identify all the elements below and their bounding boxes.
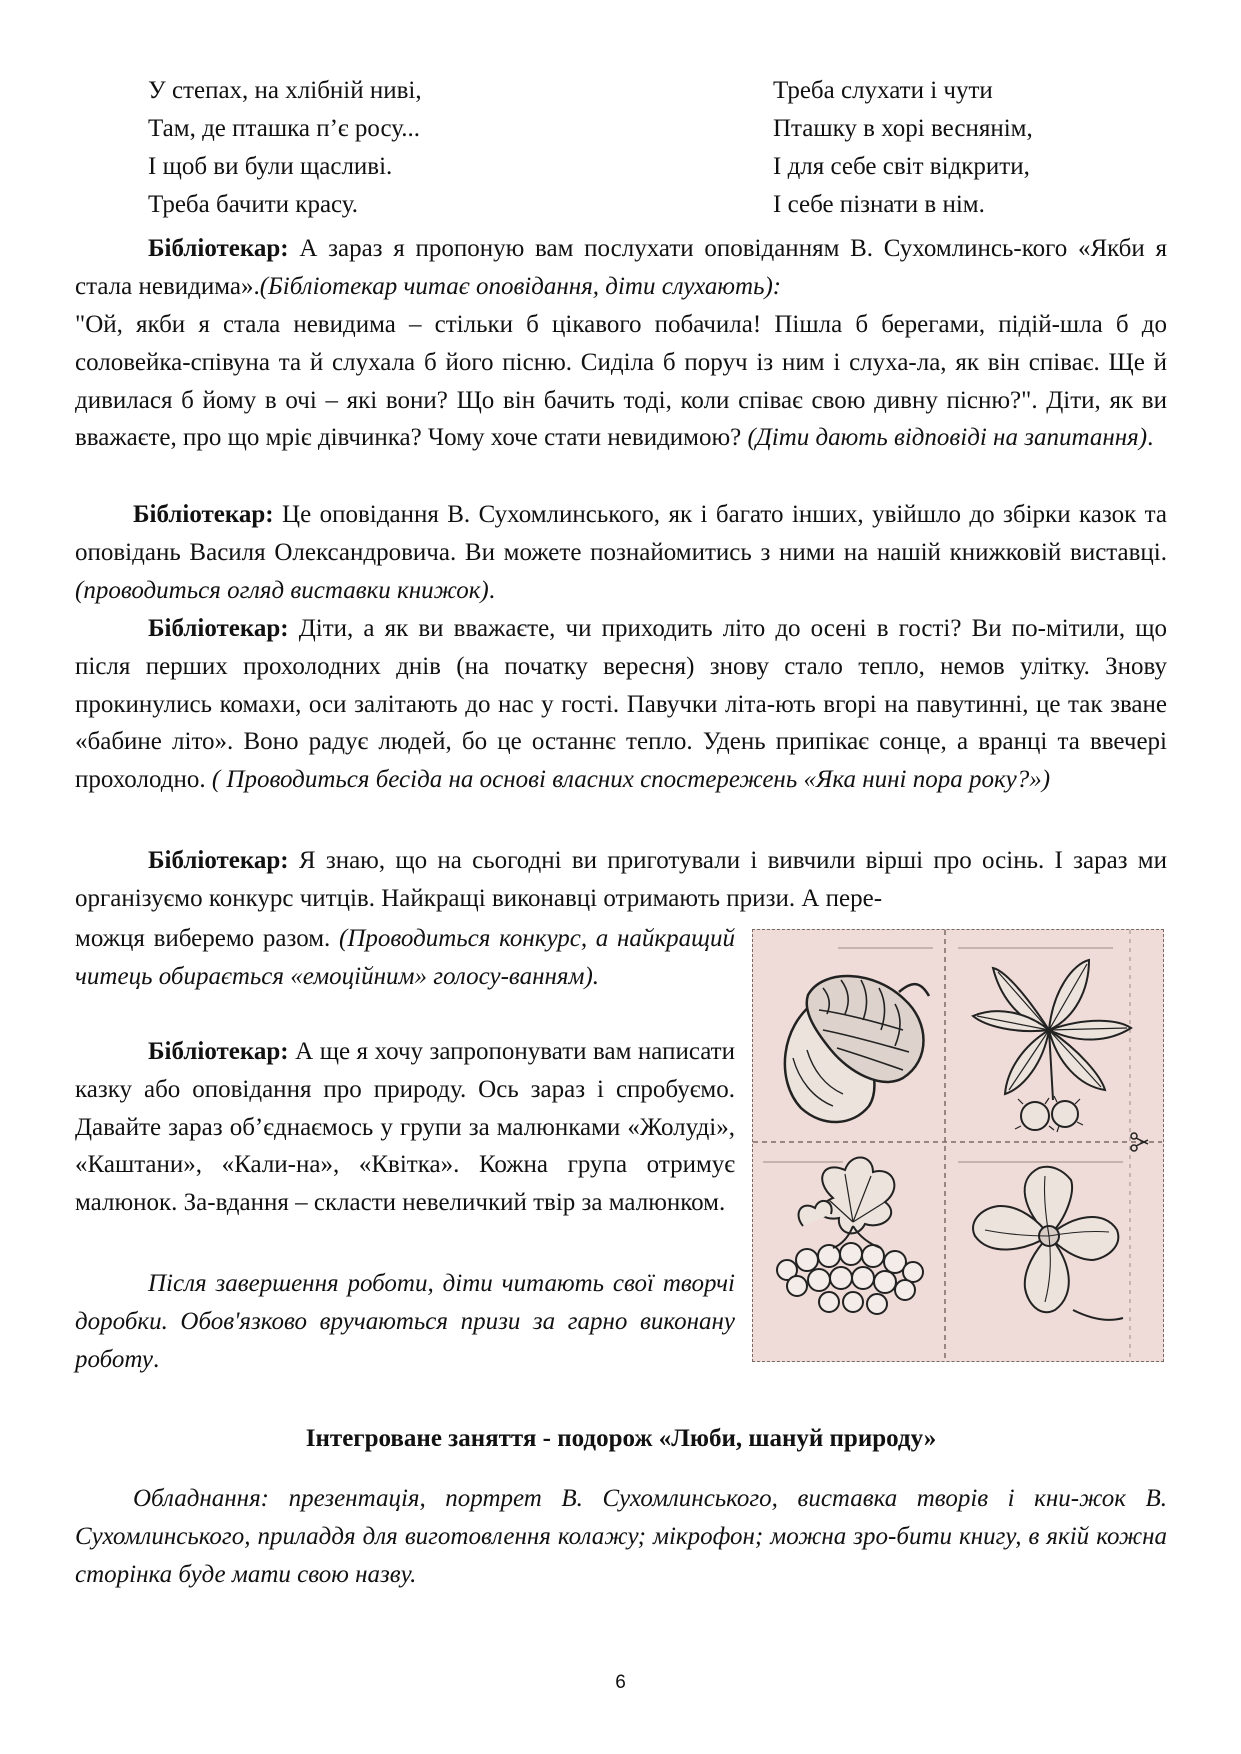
poem-line: І себе пізнати в нім. <box>773 191 985 218</box>
stage-direction: (Бібліотекар читає оповідання, діти слухають): <box>259 272 782 300</box>
paragraph-story-quote <box>75 306 1167 457</box>
paragraph-librarian-collection <box>75 496 1167 609</box>
nature-pictures-figure <box>752 929 1164 1362</box>
paragraph-text: А зараз я пропоную вам послухати оповіданням В. Сухомлинсь-кого «Якби я стала невидима». <box>75 235 1167 300</box>
paragraph-librarian-summer <box>75 610 1167 799</box>
paragraph-text: Це оповідання В. Сухомлинського, як і багато інших, увійшло до збірки казок та оповідань Василя Олександровича. Ви можете познайомитись з ними на нашій книжковій виставці. <box>75 501 1167 566</box>
speaker-label: Бібліотекар: <box>148 235 289 262</box>
page-number: 6 <box>615 1672 626 1693</box>
speaker-label: Бібліотекар: <box>148 847 289 874</box>
equipment-label: Обладнання: <box>133 1485 270 1512</box>
paragraph-librarian-contest <box>75 842 1167 918</box>
poem-column-right <box>773 72 1033 224</box>
poem-line: Там, де пташка п’є росу... <box>148 115 421 142</box>
section-heading: Інтегроване заняття - подорож «Люби, шануй природу» <box>305 1425 937 1452</box>
poem-line: І щоб ви були щасливі. <box>148 153 393 180</box>
acorn-icon <box>785 976 929 1122</box>
poem-column-left <box>148 72 422 224</box>
paragraph-closing <box>75 1265 735 1378</box>
stage-direction: Після завершення роботи, діти читають свої творчі доробки. Обов'язково вручаються призи за гарно виконану роботу <box>75 1270 735 1373</box>
paragraph-librarian-tale <box>75 1033 735 1222</box>
paragraph-end: . <box>1147 424 1154 452</box>
poem-line: Треба слухати і чути <box>773 77 993 104</box>
stage-direction: (проводиться огляд виставки книжок) <box>75 576 489 604</box>
stage-direction: ( Проводиться бесіда на основі власних спостережень «Яка нині пора року?») <box>211 766 1051 794</box>
speaker-label: Бібліотекар: <box>148 1038 289 1065</box>
paragraph-text: "Ой, якби я стала невидима – стільки б цікавого побачила! Пішла б берегами, підій-шла б до соловейка-співуна та й слухала б його пісню. Сиділа б поруч із ним і слуха-ла, як він співає. Ще й дивилася б йому в очі – які вони? Що він бачить тоді, коли співає свою дивну пісню?". Діти, як ви вважаєте, про що мріє дівчинка? Чому хоче стати невидимою? <box>75 311 1167 452</box>
poem-line: І для себе світ відкрити, <box>773 153 1030 180</box>
paragraph-contest-continued <box>75 920 735 996</box>
chestnut-leaf-icon <box>973 960 1131 1132</box>
poem-line: Треба бачити красу. <box>148 191 359 218</box>
paragraph-librarian-intro <box>75 230 1167 306</box>
viburnum-icon <box>777 1157 923 1314</box>
paragraph-end: . <box>152 1345 160 1373</box>
paragraph-text: Я знаю, що на сьогодні ви приготували і вивчили вірші про осінь. І зараз ми організуємо конкурс читців. Найкращі виконавці отримають призи. А пере- <box>75 847 1167 912</box>
paragraph-equipment <box>75 1480 1167 1593</box>
paragraph-text: презентація, портрет В. Сухомлинського, виставка творів і кни-жок В. Сухомлинського, приладдя для виготовлення колажу; мікрофон; можна зро-бити книгу, в якій кожна сторінка буде мати свою назву. <box>75 1485 1167 1588</box>
poem-line: У степах, на хлібній ниві, <box>148 77 422 104</box>
paragraph-end: . <box>488 576 496 604</box>
speaker-label: Бібліотекар: <box>133 501 274 528</box>
stage-direction: (Проводиться конкурс, а найкращий читець обирається «емоційним» голосу-ванням). <box>75 925 735 990</box>
poem-line: Пташку в хорі веснянім, <box>773 115 1033 142</box>
paragraph-text: Діти, а як ви вважаєте, чи приходить літо до осені в гості? Ви по-мітили, що після перших прохолодних днів (на початку вересня) знову стало тепло, немов улітку. Знову прокинулись комахи, оси залітають до нас у гості. Павучки літа-ють вгорі на павутинні, це так зване «бабине літо». Воно радує людей, бо це останнє тепло. Удень припікає сонце, а вранці та ввечері прохолодно. <box>75 615 1167 794</box>
stage-direction: (Діти дають відповіді на запитання) <box>747 424 1148 452</box>
paragraph-text: А ще я хочу запропонувати вам написати казку або оповідання про природу. Ось зараз і спробуємо. Давайте зараз об’єднаємось у групи за малюнками «Жолуді», «Каштани», «Кали-на», «Квітка». Кожна група отримує малюнок. За-вдання – скласти невеличкий твір за малюнком. <box>75 1038 735 1217</box>
speaker-label: Бібліотекар: <box>148 615 289 642</box>
flower-icon <box>973 1167 1123 1320</box>
paragraph-text: можця виберемо разом. <box>75 925 340 952</box>
